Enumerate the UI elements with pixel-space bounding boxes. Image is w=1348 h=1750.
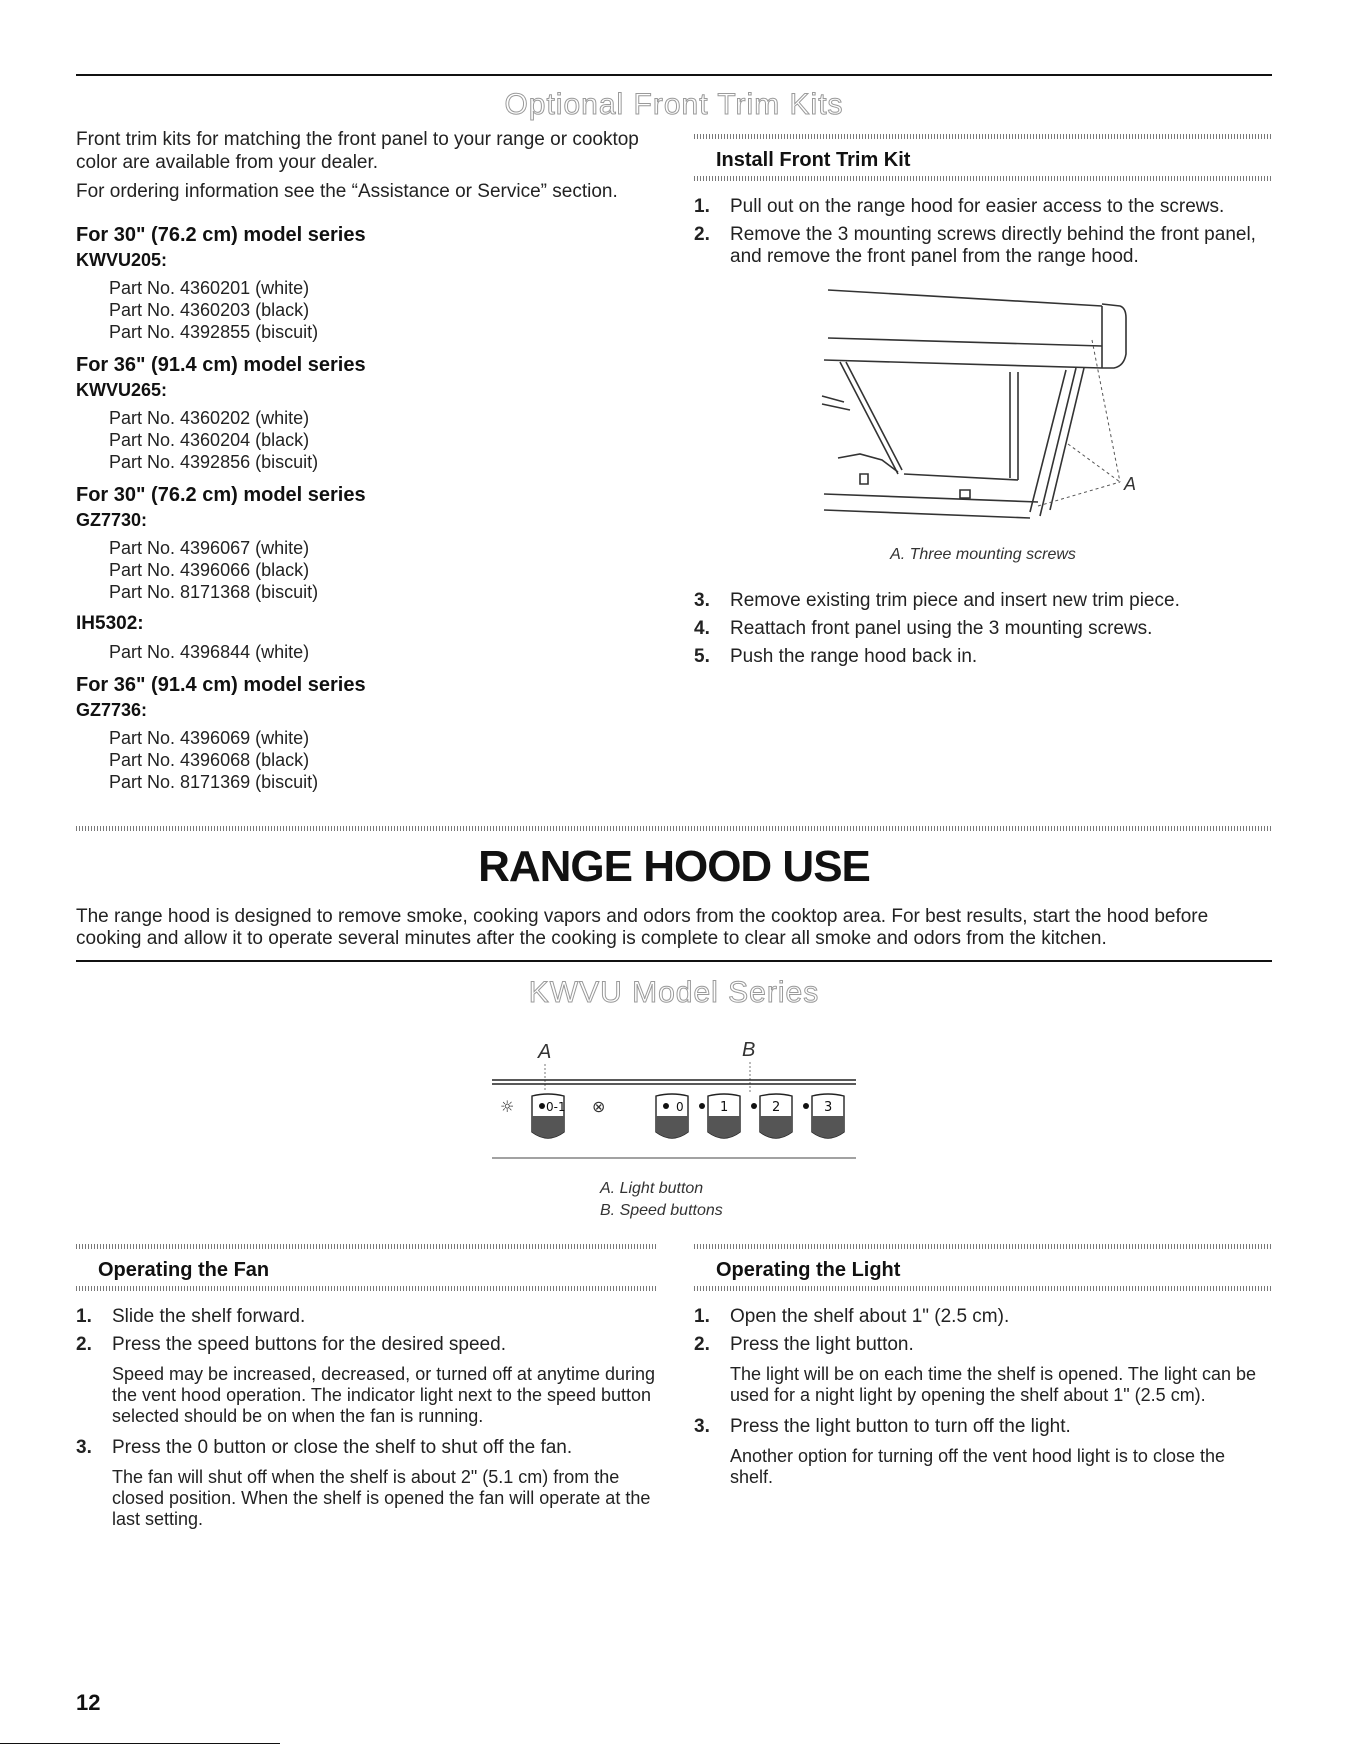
part-number: Part No. 4360201 (white) [109,278,310,298]
model-heading: GZ7736: [76,700,148,720]
page-number: 12 [76,1690,101,1715]
fan-step: 3. Press the 0 button or close the shelf to shut off the fan. [76,1437,573,1458]
trim-intro-1: Front trim kits for matching the front panel to your range or cooktop color are available from your dealer. [76,129,639,173]
part-number: Part No. 8171368 (biscuit) [109,582,319,602]
series-heading: For 30" (76.2 cm) model series [76,484,366,506]
range-hood-use-rule [76,960,1272,962]
kwvu-caption-1: A. Light button [600,1180,704,1197]
label-b: B [742,1040,756,1061]
light-note: Another option for turning off the vent hood light is to close the shelf. [730,1446,1225,1487]
fan-note: Speed may be increased, decreased, or turned off at anytime during the vent hood operation. The indicator light next to the speed button selected should be on when the fan is running. [112,1364,655,1426]
install-step: 1. Pull out on the range hood for easier access to the screws. [694,196,1225,217]
light-step: 2. Press the light button. [694,1334,914,1355]
trim-kits-column [76,128,656,793]
series-heading: For 30" (76.2 cm) model series [76,224,366,246]
trim-kits-title: Optional Front Trim Kits [504,88,844,121]
trim-intro-2: For ordering information see the “Assistance or Service” section. [76,181,618,202]
label-a: A [538,1041,552,1063]
part-number: Part No. 4360202 (white) [109,408,310,428]
fan-bottom-rule [76,1286,656,1291]
trim-group-1 [76,223,656,343]
series-heading: For 36" (91.4 cm) model series [76,674,366,696]
install-top-rule [694,134,1272,139]
install-figure-caption: A. Three mounting screws [890,546,1076,563]
light-bottom-rule [694,1286,1272,1291]
install-steps-a [694,196,1272,268]
install-steps-b [694,590,1272,668]
trim-group-3 [76,483,656,603]
light-step: 1. Open the shelf about 1" (2.5 cm). [694,1306,1010,1327]
model-heading: KWVU205: [76,250,168,270]
speed-button-0[interactable] [656,1094,688,1138]
model-heading: GZ7730: [76,510,148,530]
part-number: Part No. 4396068 (black) [109,750,310,770]
fan-heading: Operating the Fan [98,1259,270,1281]
model-heading: IH5302: [76,613,144,634]
light-icon: ☼ [500,1097,515,1116]
fan-step: 2. Press the speed buttons for the desired speed. [76,1334,506,1355]
light-top-rule [694,1244,1272,1249]
light-steps [694,1306,1272,1488]
figure-label-a: A [1124,474,1137,494]
speed-button-3[interactable] [803,1094,844,1138]
speed-button-2[interactable] [751,1094,792,1138]
svg-text:3: 3 [824,1100,833,1115]
light-heading: Operating the Light [716,1259,901,1281]
part-number: Part No. 4396069 (white) [109,728,310,748]
install-step: 4. Reattach front panel using the 3 mounting screws. [694,618,1153,639]
part-number: Part No. 4392855 (biscuit) [109,322,319,342]
range-hood-use-text: The range hood is designed to remove smoke, cooking vapors and odors from the cooktop area. For best results, start the hood before cooking and allow it to operate several minutes after the cooking is complete to clear all smoke and odors from the kitchen. [76,906,1209,949]
install-step: 5. Push the range hood back in. [694,646,978,667]
model-heading: KWVU265: [76,380,168,400]
fan-step: 1. Slide the shelf forward. [76,1306,306,1327]
svg-text:0-1: 0-1 [546,1100,566,1114]
control-panel-illustration [490,1040,860,1170]
install-heading: Install Front Trim Kit [716,149,911,171]
svg-text:0: 0 [676,1100,684,1114]
part-number: Part No. 8171369 (biscuit) [109,772,319,792]
trim-group-2 [76,353,656,473]
trim-group-4 [76,613,656,663]
light-note: The light will be on each time the shelf is opened. The light can be used for a night light by opening the shelf about 1" (2.5 cm). [730,1364,1256,1405]
range-hood-illustration [820,284,1150,544]
light-step: 3. Press the light button to turn off the light. [694,1416,1071,1437]
svg-text:1: 1 [720,1100,729,1115]
series-heading: For 36" (91.4 cm) model series [76,354,366,376]
part-number: Part No. 4360203 (black) [109,300,310,320]
part-number: Part No. 4360204 (black) [109,430,310,450]
part-number: Part No. 4392856 (biscuit) [109,452,319,472]
light-button[interactable] [532,1094,566,1138]
top-rule [76,74,1272,76]
install-step: 2. Remove the 3 mounting screws directly behind the front panel, and remove the front panel from the range hood. [694,224,1256,267]
fan-icon: ⊗ [592,1097,606,1116]
footer-rule [0,1743,280,1744]
part-number: Part No. 4396066 (black) [109,560,310,580]
part-number: Part No. 4396067 (white) [109,538,310,558]
svg-text:2: 2 [772,1100,781,1115]
kwvu-title: KWVU Model Series [528,976,820,1009]
speed-button-1[interactable] [699,1094,740,1138]
kwvu-caption-2: B. Speed buttons [600,1202,723,1219]
trim-group-5 [76,673,656,793]
range-hood-use-title: RANGE HOOD USE [478,842,870,891]
section-divider [76,826,1272,831]
fan-note: The fan will shut off when the shelf is about 2" (5.1 cm) from the closed position. When the shelf is opened the fan will operate at the last setting. [112,1467,651,1529]
fan-steps [76,1306,656,1530]
part-number: Part No. 4396844 (white) [109,642,310,662]
fan-top-rule [76,1244,656,1249]
install-step: 3. Remove existing trim piece and insert new trim piece. [694,590,1180,611]
install-bottom-rule [694,176,1272,181]
